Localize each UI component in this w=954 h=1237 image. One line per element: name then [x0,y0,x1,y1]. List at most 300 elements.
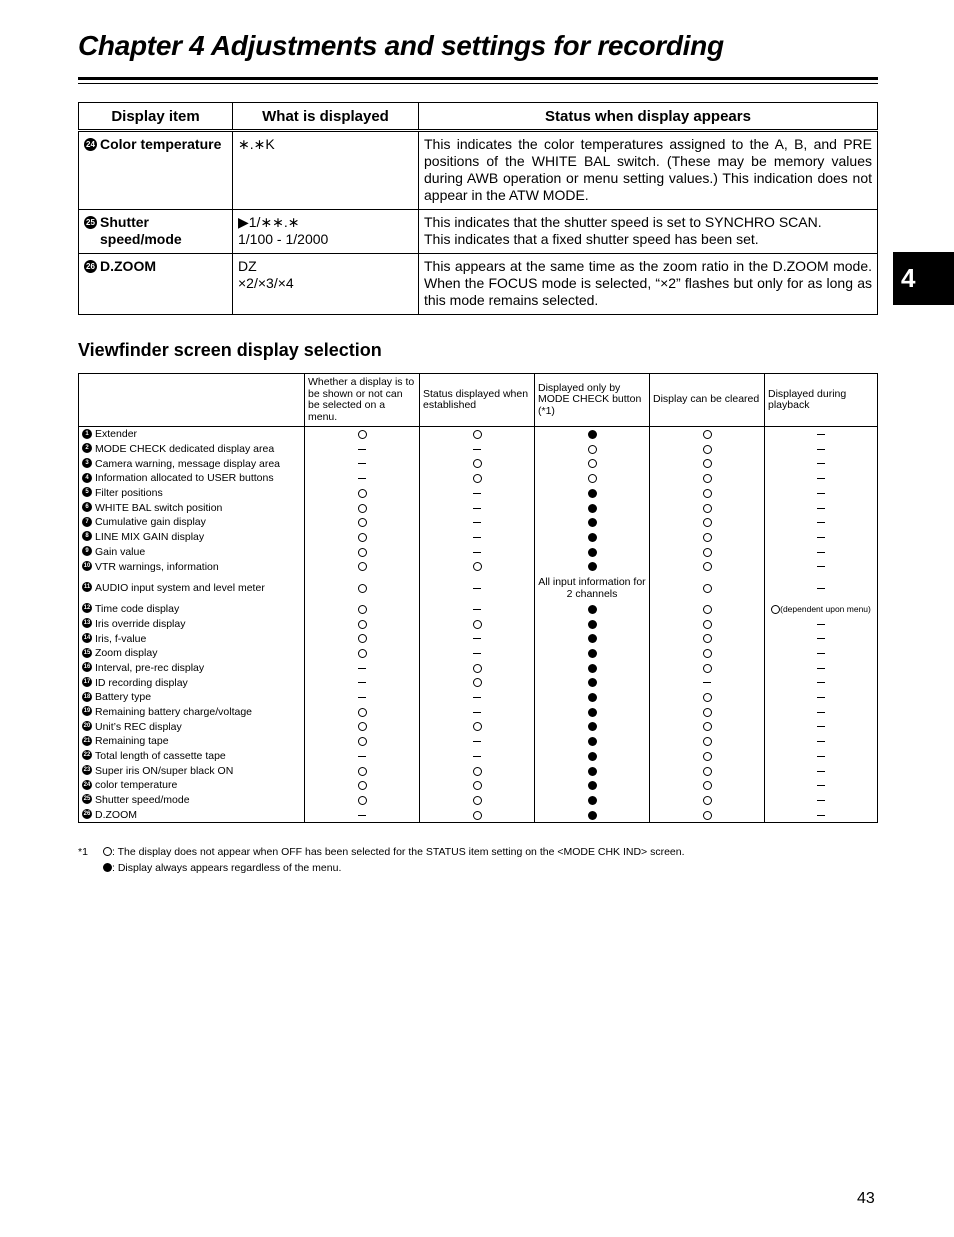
header-status-established: Status displayed when established [420,374,535,427]
open-circle-icon [703,620,712,629]
row-label: LINE MIX GAIN display [95,531,205,544]
open-circle-icon [703,767,712,776]
filled-circle-icon [588,722,597,731]
row-label: Battery type [95,691,152,704]
dash-icon [473,522,481,523]
row-label: Super iris ON/super black ON [95,764,234,777]
status-mark-cell [765,690,878,705]
open-circle-icon [103,847,112,856]
status-cell [419,210,878,254]
status-mark-cell [765,574,878,602]
filled-circle-icon [588,708,597,717]
status-mark-cell [535,793,650,808]
item-number-badge: 10 [83,562,91,569]
status-mark-cell [535,617,650,632]
open-circle-icon [703,430,712,439]
dash-icon [817,741,825,742]
open-circle-icon [703,811,712,820]
row-label-cell [79,545,305,560]
row-label-cell [79,486,305,501]
row-label: AUDIO input system and level meter [95,581,265,594]
status-mark-cell [535,719,650,734]
dash-icon [817,463,825,464]
table-row [79,719,878,734]
table-row [79,675,878,690]
dash-icon [817,434,825,435]
row-label: Iris override display [95,617,186,630]
status-cell: This appears at the same time as the zoom ratio in the D.ZOOM mode. When the FOCUS mode is selected, “×2” flashes but only for as long as this mode remains selected. [419,254,878,315]
row-label: Unit’s REC display [95,720,182,733]
dash-icon [473,756,481,757]
status-mark-cell [765,515,878,530]
dash-icon [473,712,481,713]
dash-icon [817,522,825,523]
status-mark-cell [765,763,878,778]
status-mark-cell [305,719,420,734]
dash-icon [473,508,481,509]
open-circle-icon [473,664,482,673]
dash-icon [473,552,481,553]
status-mark-cell [420,705,535,720]
open-circle-icon [358,620,367,629]
dash-icon [473,697,481,698]
dash-icon [473,537,481,538]
status-mark-cell [305,793,420,808]
row-label: WHITE BAL switch position [95,501,223,514]
table-row [79,778,878,793]
open-circle-icon [473,767,482,776]
row-label-cell [79,808,305,823]
filled-circle-icon [588,649,597,658]
row-label-cell [79,646,305,661]
open-circle-icon [358,737,367,746]
item-number-badge: 13 [83,620,91,627]
header-mode-check-only: Displayed only by MODE CHECK button (*1) [535,374,650,427]
status-mark-cell [305,661,420,676]
open-circle-icon [358,634,367,643]
viewfinder-table-body [79,427,878,823]
status-line: This indicates that a fixed shutter speed has been set. [424,231,759,247]
row-label: Time code display [95,603,180,616]
status-mark-cell [535,661,650,676]
status-mark-cell [765,456,878,471]
item-label: Shutter [100,214,149,230]
status-mark-cell [650,559,765,574]
item-number-badge: 26 [83,811,91,818]
open-circle-icon [703,634,712,643]
open-circle-icon [703,518,712,527]
status-mark-cell [650,530,765,545]
display-line: 1/100 - 1/2000 [238,231,329,247]
row-label: Information allocated to USER buttons [95,472,274,485]
filled-circle-icon [103,863,112,872]
status-mark-cell [305,427,420,442]
dependent-note: (dependent upon menu) [780,604,871,615]
status-mark-cell [420,559,535,574]
table-row [79,456,878,471]
dash-icon [817,697,825,698]
row-label: Gain value [95,545,146,558]
status-mark-cell [535,734,650,749]
open-circle-icon [473,811,482,820]
status-mark-cell [305,778,420,793]
display-line: DZ [238,258,257,274]
dash-icon [817,566,825,567]
display-cell: ∗.∗K [233,131,419,210]
row-label: color temperature [95,779,178,792]
item-number-badge: 15 [83,649,91,656]
open-circle-icon [358,767,367,776]
status-mark-cell [305,500,420,515]
open-circle-icon [358,649,367,658]
dash-icon [817,785,825,786]
table-row [79,131,878,210]
filled-circle-icon [588,811,597,820]
table-row [79,617,878,632]
item-number-badge: 25 [84,216,97,229]
status-mark-cell [305,631,420,646]
status-mark-cell [765,734,878,749]
dash-icon [358,815,366,816]
item-number-badge: 23 [83,767,91,773]
table-row [79,427,878,442]
status-mark-cell [535,559,650,574]
item-number-badge: 4 [82,473,92,483]
status-mark-cell [535,471,650,486]
status-mark-cell [650,515,765,530]
filled-circle-icon [588,796,597,805]
item-number-badge: 25 [83,796,91,803]
status-mark-cell [650,646,765,661]
header-what-displayed: What is displayed [233,103,419,131]
dash-icon [473,653,481,654]
status-mark-cell [305,530,420,545]
open-circle-icon [703,649,712,658]
table-row [79,631,878,646]
dash-icon [817,668,825,669]
row-label: MODE CHECK dedicated display area [95,443,275,456]
status-mark-cell [765,559,878,574]
status-mark-cell [535,442,650,457]
dash-icon [817,449,825,450]
row-label-cell [79,631,305,646]
status-mark-cell [420,602,535,617]
display-cell [233,254,419,315]
item-number-badge: 7 [82,517,92,527]
table-row [79,545,878,560]
open-circle-icon [703,489,712,498]
status-mark-cell [650,778,765,793]
dash-icon [358,463,366,464]
status-mark-cell [305,486,420,501]
filled-circle-icon [588,620,597,629]
dash-icon [817,537,825,538]
row-label: Zoom display [95,647,158,660]
status-mark-cell [650,719,765,734]
row-label-cell [79,500,305,515]
table-row [79,808,878,823]
status-mark-cell [535,646,650,661]
row-label-cell [79,749,305,764]
open-circle-icon [703,796,712,805]
row-label-cell [79,530,305,545]
status-mark-cell [765,427,878,442]
row-label: Extender [95,428,138,441]
open-circle-icon [358,533,367,542]
status-mark-cell [305,675,420,690]
status-mark-cell [535,690,650,705]
filled-circle-icon [588,767,597,776]
row-label-cell [79,515,305,530]
dash-icon [358,756,366,757]
filled-circle-icon [588,664,597,673]
filled-circle-icon [588,430,597,439]
open-circle-icon [588,474,597,483]
open-circle-icon [703,605,712,614]
row-label-cell [79,427,305,442]
status-mark-cell [650,574,765,602]
table-row [79,515,878,530]
status-mark-cell [650,442,765,457]
open-circle-icon [358,504,367,513]
row-label: Iris, f-value [95,632,147,645]
header-menu-selectable: Whether a display is to be shown or not can be selected on a menu. [305,374,420,427]
header-blank [79,374,305,427]
status-mark-cell [765,646,878,661]
status-mark-cell [650,617,765,632]
chapter-tab: 4 [893,252,954,305]
footnote-open-text: : The display does not appear when OFF has been selected for the STATUS item setting on the <MODE CHK IND> screen. [112,846,685,858]
status-mark-cell [650,705,765,720]
row-label-cell [79,675,305,690]
status-cell: This indicates the color temperatures assigned to the A, B, and PRE positions of the WHITE BAL switch. (These may be memory values during AWB operation or menu setting values.) This indication does not appear in the ATW MODE. [419,131,878,210]
item-number-badge: 21 [83,737,91,744]
filled-circle-icon [588,781,597,790]
open-circle-icon [703,752,712,761]
display-cell [233,210,419,254]
filled-circle-icon [588,562,597,571]
header-can-be-cleared: Display can be cleared [650,374,765,427]
status-mark-cell [765,778,878,793]
status-mark-cell [650,500,765,515]
row-label-cell [79,690,305,705]
row-label-cell [79,442,305,457]
item-label-cont: speed/mode [100,231,182,247]
filled-circle-icon [588,605,597,614]
table-row [79,486,878,501]
item-number-badge: 14 [83,634,91,641]
item-label: D.ZOOM [100,258,156,274]
status-mark-cell [650,486,765,501]
status-mark-cell [305,471,420,486]
status-mark-cell [305,705,420,720]
open-circle-icon [703,562,712,571]
status-mark-cell [535,500,650,515]
table-row [79,734,878,749]
dash-icon [473,609,481,610]
row-label-cell [79,778,305,793]
dash-icon [358,449,366,450]
status-mark-cell [420,442,535,457]
status-mark-cell [420,749,535,764]
header-during-playback: Displayed during playback [765,374,878,427]
status-mark-cell [420,574,535,602]
table-header-row [79,374,878,427]
open-circle-icon [358,584,367,593]
open-circle-icon [473,459,482,468]
open-circle-icon [358,518,367,527]
dash-icon [817,712,825,713]
status-mark-cell [420,427,535,442]
row-label: Filter positions [95,487,163,500]
item-number-badge: 1 [82,429,92,439]
open-circle-icon [358,605,367,614]
open-circle-icon [703,781,712,790]
row-label: VTR warnings, information [95,560,219,573]
status-mark-cell [420,690,535,705]
filled-circle-icon [588,634,597,643]
filled-circle-icon [588,548,597,557]
status-mark-cell [650,545,765,560]
dash-icon [817,682,825,683]
dash-icon [817,508,825,509]
status-mark-cell [650,631,765,646]
status-mark-cell [765,631,878,646]
table-row [79,763,878,778]
status-mark-cell [305,808,420,823]
footnote-filled [103,862,341,874]
status-mark-cell [420,471,535,486]
status-mark-cell [420,793,535,808]
open-circle-icon [771,605,780,614]
item-number-badge: 19 [83,708,91,715]
open-circle-icon [358,562,367,571]
open-circle-icon [358,430,367,439]
dash-icon [473,741,481,742]
item-number-badge: 16 [83,664,91,671]
open-circle-icon [703,548,712,557]
status-line: This indicates that the shutter speed is set to SYNCHRO SCAN. [424,214,822,230]
status-mark-cell [535,486,650,501]
status-mark-cell [420,456,535,471]
table-row [79,442,878,457]
status-mark-cell [420,515,535,530]
open-circle-icon [703,533,712,542]
display-items-table [78,102,878,315]
table-row [79,646,878,661]
dash-icon [817,756,825,757]
open-circle-icon [703,664,712,673]
status-mark-cell [535,545,650,560]
status-mark-cell [305,602,420,617]
dash-icon [817,638,825,639]
status-mark-cell [420,530,535,545]
row-label: Camera warning, message display area [95,457,281,470]
open-circle-icon [703,737,712,746]
open-circle-icon [358,708,367,717]
filled-circle-icon [588,518,597,527]
filled-circle-icon [588,504,597,513]
item-number-badge: 12 [83,605,91,612]
status-mark-cell [305,617,420,632]
row-label: D.ZOOM [95,808,137,821]
filled-circle-icon [588,693,597,702]
status-mark-cell [535,675,650,690]
status-mark-cell [650,793,765,808]
item-number-badge: 8 [82,531,92,541]
table-row [79,749,878,764]
item-number-badge: 24 [84,138,97,151]
dash-icon [817,726,825,727]
status-mark-cell [305,690,420,705]
status-mark-cell [765,661,878,676]
row-label-cell [79,793,305,808]
open-circle-icon [358,548,367,557]
status-mark-cell [765,442,878,457]
status-mark-cell [420,500,535,515]
filled-circle-icon [588,678,597,687]
dash-icon [817,552,825,553]
footnote-open [103,846,685,858]
status-mark-cell [650,763,765,778]
open-circle-icon [358,781,367,790]
table-row [79,574,878,602]
open-circle-icon [588,459,597,468]
table-row [79,210,878,254]
open-circle-icon [703,708,712,717]
status-mark-cell [650,427,765,442]
status-mark-cell [765,486,878,501]
row-label: Remaining battery charge/voltage [95,706,253,719]
item-number-badge: 5 [82,487,92,497]
status-mark-cell [535,778,650,793]
table-row [79,530,878,545]
filled-circle-icon [588,533,597,542]
status-mark-cell [305,749,420,764]
item-number-badge: 20 [83,722,91,729]
status-mark-cell [420,646,535,661]
item-number-badge: 22 [83,752,91,759]
dash-icon [703,682,711,683]
status-mark-cell [650,675,765,690]
item-label: Color temperature [100,136,222,152]
row-label-cell [79,661,305,676]
row-label-cell [79,617,305,632]
row-label-cell [79,705,305,720]
dash-icon [817,478,825,479]
row-label-cell [79,574,305,602]
row-label-cell [79,456,305,471]
status-mark-cell [535,631,650,646]
status-mark-cell [420,808,535,823]
table-row [79,471,878,486]
status-mark-cell [650,734,765,749]
open-circle-icon [703,459,712,468]
status-mark-cell [765,545,878,560]
open-circle-icon [703,445,712,454]
status-mark-cell [650,471,765,486]
table-row [79,705,878,720]
filled-circle-icon [588,752,597,761]
dash-icon [358,697,366,698]
open-circle-icon [703,504,712,513]
status-mark-cell [650,808,765,823]
row-label-cell [79,763,305,778]
status-mark-cell [535,602,650,617]
open-circle-icon [358,796,367,805]
item-number-badge: 18 [83,693,91,700]
row-label-cell [79,719,305,734]
